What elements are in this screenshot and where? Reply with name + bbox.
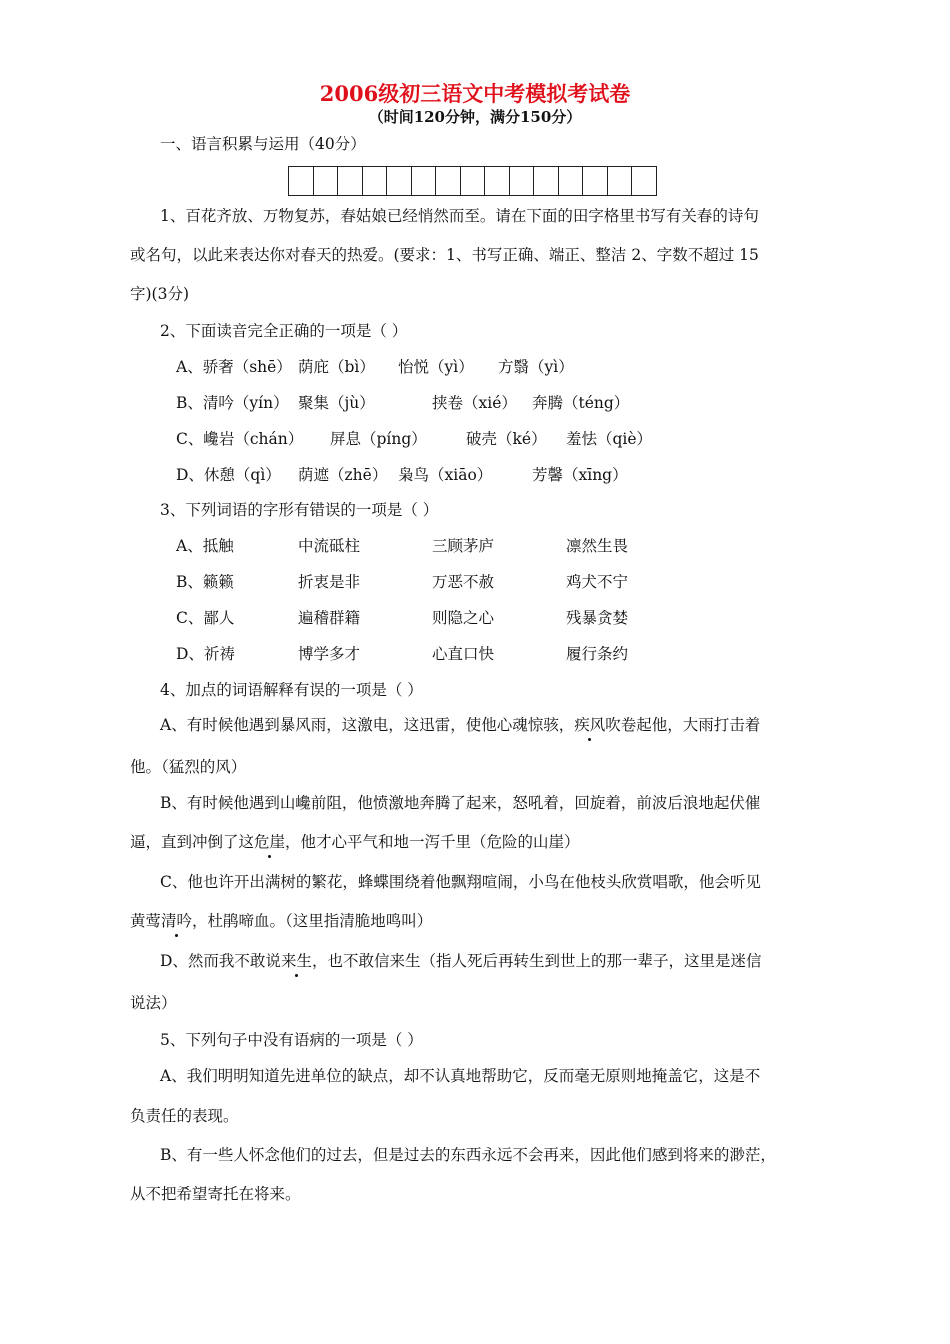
q3-option-a-1: A、抵触: [176, 537, 234, 555]
q2-option-d-3: 枭鸟（xiāo）: [398, 466, 493, 484]
q4-option-d-line1: [160, 951, 761, 971]
writing-grid[interactable]: [288, 166, 657, 196]
q2-option-d-4: 芳馨（xīng）: [532, 466, 628, 484]
q2-option-a-3: 怡悦（yì）: [398, 358, 474, 376]
q2-stem: 2、下面读音完全正确的一项是（ ）: [160, 322, 408, 340]
q2-option-a-2: 荫庇（bì）: [298, 358, 375, 376]
grid-cell[interactable]: [559, 166, 584, 196]
q3-option-a-2: 中流砥柱: [298, 537, 361, 555]
q4-option-a-line2: 他。（猛烈的风）: [130, 758, 247, 776]
grid-cell[interactable]: [436, 166, 461, 196]
q5-option-a-line1: A、我们明明知道先进单位的缺点，却不认真地帮助它，反而毫无原则地掩盖它，这是不: [160, 1067, 761, 1085]
q3-option-d-1: D、祈祷: [176, 645, 235, 663]
q1-line3: 字)(3分): [130, 285, 190, 303]
grid-cell[interactable]: [510, 166, 535, 196]
q1-line1: 1、百花齐放、万物复苏，春姑娘已经悄然而至。请在下面的田字格里书写有关春的诗句: [160, 207, 759, 225]
grid-cell[interactable]: [338, 166, 363, 196]
q2-option-b-2: 聚集（jù）: [298, 394, 375, 412]
q3-option-b-2: 折衷是非: [298, 573, 361, 591]
grid-cell[interactable]: [583, 166, 608, 196]
grid-cell[interactable]: [461, 166, 486, 196]
q4-d-dotted-word: 来生: [280, 952, 312, 970]
grid-cell[interactable]: [485, 166, 510, 196]
q4-c-dotted-word: 清吟: [161, 912, 193, 930]
q3-option-a-4: 凛然生畏: [566, 537, 629, 555]
q4-d-text-2: ，也不敢信来生（指人死后再转生到世上的那一辈子，这里是迷信: [311, 952, 762, 970]
q3-option-b-3: 万恶不赦: [432, 573, 495, 591]
q3-option-a-3: 三顾茅庐: [432, 537, 495, 555]
q4-b-dotted-word: 危崖: [254, 833, 286, 851]
q2-option-d-1: D、休憩（qì）: [176, 466, 281, 484]
q3-option-d-4: 履行条约: [566, 645, 629, 663]
q4-d-text-1: D、然而我不敢说: [160, 952, 281, 970]
q3-option-c-2: 遍稽群籍: [298, 609, 361, 627]
grid-cell[interactable]: [314, 166, 339, 196]
q4-option-a-line1: [160, 715, 760, 735]
q4-option-b-line2: [130, 832, 580, 852]
q2-option-b-4: 奔腾（téng）: [532, 394, 630, 412]
q2-option-c-1: C、巉岩（chán）: [176, 430, 304, 448]
q3-option-c-4: 残暴贪婪: [566, 609, 629, 627]
q4-b-text-1: 逼，直到冲倒了这: [130, 833, 255, 851]
q4-option-c-line1: C、他也许开出满树的繁花，蜂蝶围绕着他飘翔喧闹，小鸟在他枝头欣赏唱歌，他会听见: [160, 873, 761, 891]
q4-a-dotted-word: 疾风: [574, 716, 606, 734]
section-heading: 一、语言积累与运用（40分）: [160, 135, 366, 153]
q5-option-b-line1: B、有一些人怀念他们的过去，但是过去的东西永远不会再来，因此他们感到将来的渺茫，: [160, 1146, 776, 1164]
q2-option-c-4: 羞怯（qiè）: [566, 430, 653, 448]
q2-option-a-1: A、骄奢（shē）: [176, 358, 292, 376]
q4-a-text-2: 吹卷起他，大雨打击着: [605, 716, 761, 734]
q4-c-text-2: ，杜鹃啼血。（这里指清脆地鸣叫）: [192, 912, 433, 930]
q5-option-b-line2: 从不把希望寄托在将来。: [130, 1185, 301, 1203]
q4-stem: 4、加点的词语解释有误的一项是（ ）: [160, 681, 423, 699]
q4-b-text-2: ，他才心平气和地一泻千里（危险的山崖）: [285, 833, 580, 851]
grid-cell[interactable]: [387, 166, 412, 196]
q3-option-b-1: B、籁籁: [176, 573, 234, 591]
q2-option-b-3: 挟卷（xié）: [432, 394, 517, 412]
grid-cell[interactable]: [363, 166, 388, 196]
exam-title: 2006级初三语文中考模拟考试卷: [319, 81, 631, 106]
q5-option-a-line2: 负责任的表现。: [130, 1107, 239, 1125]
q4-option-b-line1: B、有时候他遇到山巉前阻，他愤激地奔腾了起来，怒吼着，回旋着，前波后浪地起伏催: [160, 794, 761, 812]
q4-option-d-line2: 说法）: [130, 994, 177, 1012]
q2-option-d-2: 荫遮（zhē）: [298, 466, 388, 484]
q4-option-c-line2: [130, 911, 432, 931]
q3-option-b-4: 鸡犬不宁: [566, 573, 629, 591]
grid-cell[interactable]: [289, 166, 314, 196]
q3-stem: 3、下列词语的字形有错误的一项是（ ）: [160, 501, 439, 519]
q1-line2: 或名句，以此来表达你对春天的热爱。(要求：1、书写正确、端正、整洁 2、字数不超过 15: [130, 246, 759, 264]
q3-option-c-1: C、鄙人: [176, 609, 235, 627]
grid-cell[interactable]: [608, 166, 633, 196]
grid-cell[interactable]: [632, 166, 657, 196]
exam-subtitle: （时间120分钟，满分150分）: [368, 108, 582, 126]
q2-option-a-4: 方翳（yì）: [498, 358, 574, 376]
q2-option-c-2: 屏息（píng）: [330, 430, 427, 448]
q4-a-text-1: A、有时候他遇到暴风雨，这激电，这迅雷，使他心魂惊骇，: [160, 716, 575, 734]
q2-option-b-1: B、清吟（yín）: [176, 394, 289, 412]
q4-c-text-1: 黄莺: [130, 912, 162, 930]
q3-option-d-2: 博学多才: [298, 645, 361, 663]
q3-option-c-3: 则隐之心: [432, 609, 495, 627]
q2-option-c-3: 破壳（ké）: [466, 430, 547, 448]
grid-cell[interactable]: [412, 166, 437, 196]
q3-option-d-3: 心直口快: [432, 645, 495, 663]
q5-stem: 5、下列句子中没有语病的一项是（ ）: [160, 1031, 423, 1049]
grid-cell[interactable]: [534, 166, 559, 196]
